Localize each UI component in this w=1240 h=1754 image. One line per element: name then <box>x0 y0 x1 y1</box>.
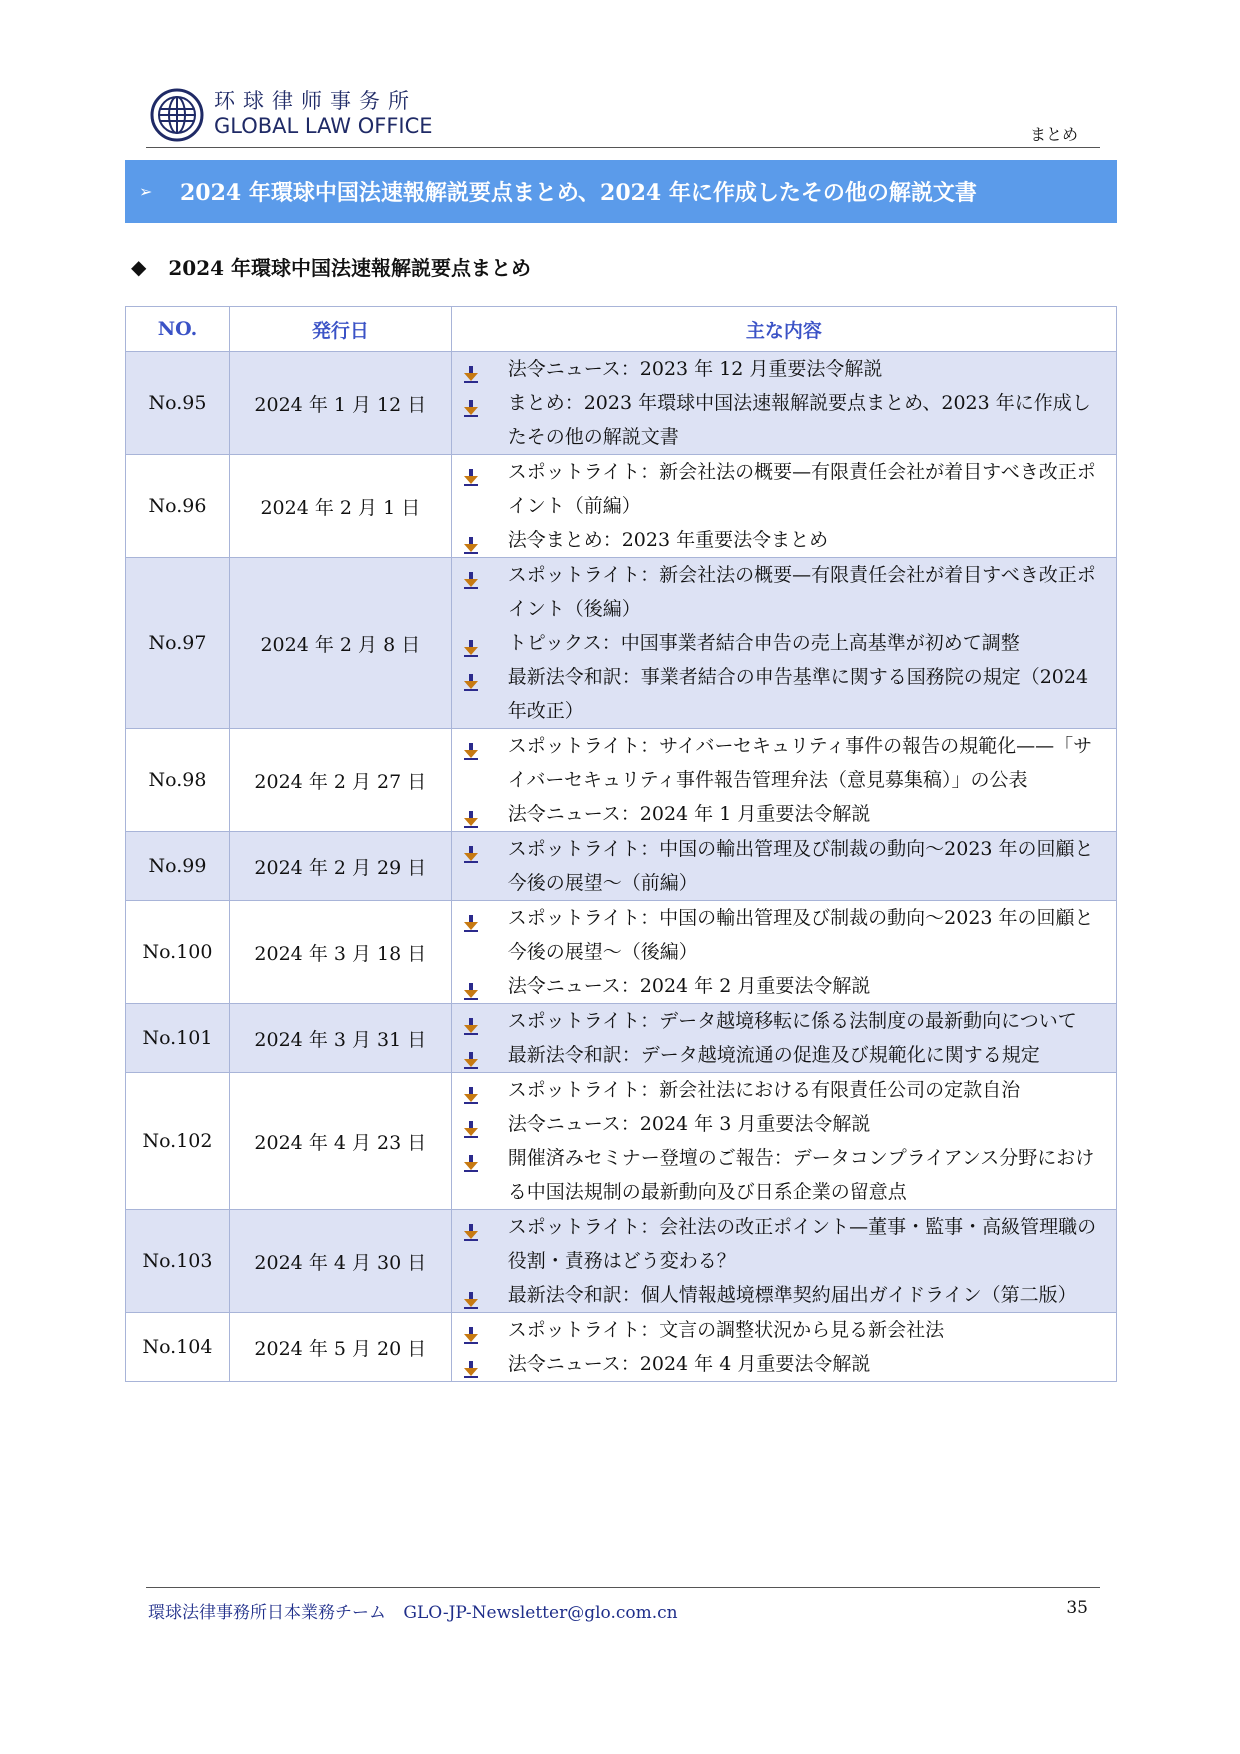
list-item-text: 法令ニュース：2024 年 3 月重要法令解説 <box>507 1113 871 1135</box>
issue-date: 2024 年 5 月 20 日 <box>229 1313 451 1382</box>
list-item <box>462 797 1108 831</box>
arrow-down-bullet-icon <box>462 1321 480 1339</box>
issue-contents <box>451 1073 1116 1210</box>
list-item <box>462 1278 1108 1312</box>
issue-contents <box>451 832 1116 901</box>
subsection-heading <box>131 252 531 281</box>
issue-date: 2024 年 2 月 8 日 <box>229 558 451 729</box>
list-item-text: スポットライト：文言の調整状況から見る新会社法 <box>507 1319 945 1341</box>
list-item <box>462 455 1108 523</box>
list-item <box>462 1107 1108 1141</box>
issue-number: No.99 <box>126 832 230 901</box>
contents-list <box>462 1004 1108 1072</box>
table-row <box>126 729 1117 832</box>
list-item-text: トピックス：中国事業者結合申告の売上高基準が初めて調整 <box>507 632 1020 654</box>
issue-number: No.97 <box>126 558 230 729</box>
issue-number: No.104 <box>126 1313 230 1382</box>
arrow-down-bullet-icon <box>462 1081 480 1099</box>
issue-contents <box>451 455 1116 558</box>
issue-contents <box>451 1210 1116 1313</box>
issue-contents <box>451 352 1116 455</box>
contents-list <box>462 1073 1108 1209</box>
issue-number: No.95 <box>126 352 230 455</box>
contents-list <box>462 729 1108 831</box>
table-row <box>126 1210 1117 1313</box>
list-item <box>462 386 1108 454</box>
list-item-text: 法令ニュース：2023 年 12 月重要法令解説 <box>507 358 883 380</box>
issue-number: No.98 <box>126 729 230 832</box>
list-item-text: 法令まとめ：2023 年重要法令まとめ <box>507 529 829 551</box>
contents-list <box>462 352 1108 454</box>
section-title-bar <box>125 160 1117 223</box>
arrow-down-bullet-icon <box>462 1115 480 1133</box>
table-body <box>126 352 1117 1382</box>
column-header-date: 発行日 <box>229 307 451 352</box>
list-item-text: スポットライト：サイバーセキュリティ事件の報告の規範化——「サイバーセキュリティ事件報告管理弁法（意見募集稿）」の公表 <box>507 735 1093 791</box>
arrow-down-bullet-icon <box>462 1012 480 1030</box>
newsletter-summary-table <box>125 306 1117 1382</box>
issue-contents <box>451 901 1116 1004</box>
list-item <box>462 523 1108 557</box>
list-item-text: スポットライト：会社法の改正ポイント—董事・監事・高級管理職の役割・責務はどう変わる？ <box>507 1216 1097 1272</box>
list-item-text: 開催済みセミナー登壇のご報告：データコンプライアンス分野における中国法規制の最新動向及び日系企業の留意点 <box>507 1147 1095 1203</box>
issue-number: No.102 <box>126 1073 230 1210</box>
footer-team: 環球法律事務所日本業務チーム <box>148 1603 386 1623</box>
table-row <box>126 352 1117 455</box>
arrow-down-bullet-icon <box>462 737 480 755</box>
list-item <box>462 1004 1108 1038</box>
arrow-down-bullet-icon <box>462 634 480 652</box>
globe-logo-icon <box>150 88 204 142</box>
issue-date: 2024 年 2 月 1 日 <box>229 455 451 558</box>
list-item <box>462 1313 1108 1347</box>
list-item <box>462 1038 1108 1072</box>
issue-number: No.101 <box>126 1004 230 1073</box>
section-title: 2024 年環球中国法速報解説要点まとめ、2024 年に作成したその他の解説文書 <box>180 180 977 206</box>
column-header-no: NO. <box>126 307 230 352</box>
issue-date: 2024 年 1 月 12 日 <box>229 352 451 455</box>
firm-name-chinese: 环球律师事务所 <box>214 89 417 113</box>
arrow-down-bullet-icon <box>462 1046 480 1064</box>
issue-number: No.100 <box>126 901 230 1004</box>
list-item-text: まとめ：2023 年環球中国法速報解説要点まとめ、2023 年に作成したその他の解説文書 <box>507 392 1091 448</box>
page-number: 35 <box>1066 1598 1088 1618</box>
arrow-down-bullet-icon <box>462 1149 480 1167</box>
list-item <box>462 1073 1108 1107</box>
arrow-down-bullet-icon <box>462 805 480 823</box>
list-item <box>462 1210 1108 1278</box>
issue-contents <box>451 1004 1116 1073</box>
list-item-text: 法令ニュース：2024 年 2 月重要法令解説 <box>507 975 871 997</box>
list-item <box>462 1141 1108 1209</box>
footer-email[interactable]: GLO-JP-Newsletter@glo.com.cn <box>403 1603 678 1623</box>
list-item <box>462 660 1108 728</box>
issue-number: No.96 <box>126 455 230 558</box>
list-item-text: 最新法令和訳：事業者結合の申告基準に関する国務院の規定（2024 年改正） <box>507 666 1089 722</box>
list-item-text: 法令ニュース：2024 年 1 月重要法令解説 <box>507 803 871 825</box>
arrow-down-bullet-icon <box>462 394 480 412</box>
subsection-title: 2024 年環球中国法速報解説要点まとめ <box>168 256 532 280</box>
issue-contents <box>451 729 1116 832</box>
column-header-content: 主な内容 <box>451 307 1116 352</box>
arrow-down-bullet-icon <box>462 909 480 927</box>
table-header-row <box>126 307 1117 352</box>
table-row <box>126 455 1117 558</box>
contents-list <box>462 901 1108 1003</box>
issue-contents <box>451 558 1116 729</box>
arrow-down-bullet-icon <box>462 531 480 549</box>
arrow-down-bullet-icon <box>462 1218 480 1236</box>
list-item <box>462 626 1108 660</box>
contents-list <box>462 1210 1108 1312</box>
arrow-down-bullet-icon <box>462 840 480 858</box>
table-row <box>126 832 1117 901</box>
firm-name-english: GLOBAL LAW OFFICE <box>214 114 433 138</box>
list-item-text: スポットライト：データ越境移転に係る法制度の最新動向について <box>507 1010 1077 1032</box>
page-footer <box>148 1598 1088 1624</box>
table-row <box>126 1073 1117 1210</box>
list-item-text: 最新法令和訳：個人情報越境標準契約届出ガイドライン（第二版） <box>507 1284 1077 1306</box>
issue-date: 2024 年 2 月 29 日 <box>229 832 451 901</box>
table-row <box>126 901 1117 1004</box>
arrow-down-bullet-icon <box>462 463 480 481</box>
contents-list <box>462 558 1108 728</box>
contents-list <box>462 455 1108 557</box>
contents-list <box>462 832 1108 900</box>
list-item-text: スポットライト：新会社法の概要—有限責任会社が着目すべき改正ポイント（前編） <box>507 461 1096 517</box>
table-row <box>126 1004 1117 1073</box>
arrow-down-bullet-icon <box>462 1286 480 1304</box>
arrow-down-bullet-icon <box>462 360 480 378</box>
issue-date: 2024 年 3 月 31 日 <box>229 1004 451 1073</box>
issue-date: 2024 年 2 月 27 日 <box>229 729 451 832</box>
header-section-tag: まとめ <box>1029 125 1078 144</box>
issue-contents <box>451 1313 1116 1382</box>
list-item <box>462 558 1108 626</box>
arrow-down-bullet-icon <box>462 566 480 584</box>
table-row <box>126 558 1117 729</box>
header-divider <box>146 147 1100 148</box>
table-row <box>126 1313 1117 1382</box>
diamond-icon: ◆ <box>131 254 147 279</box>
list-item <box>462 352 1108 386</box>
chevron-right-icon: ➢ <box>139 182 153 201</box>
arrow-down-bullet-icon <box>462 1355 480 1373</box>
issue-date: 2024 年 3 月 18 日 <box>229 901 451 1004</box>
list-item-text: スポットライト：中国の輸出管理及び制裁の動向～2023 年の回顧と今後の展望～（前編） <box>507 838 1094 894</box>
list-item <box>462 901 1108 969</box>
issue-date: 2024 年 4 月 30 日 <box>229 1210 451 1313</box>
arrow-down-bullet-icon <box>462 977 480 995</box>
list-item-text: 最新法令和訳：データ越境流通の促進及び規範化に関する規定 <box>507 1044 1040 1066</box>
list-item-text: スポットライト：新会社法における有限責任公司の定款自治 <box>507 1079 1021 1101</box>
list-item-text: スポットライト：中国の輸出管理及び制裁の動向～2023 年の回顧と今後の展望～（後編） <box>507 907 1094 963</box>
list-item <box>462 729 1108 797</box>
list-item-text: スポットライト：新会社法の概要—有限責任会社が着目すべき改正ポイント（後編） <box>507 564 1096 620</box>
list-item <box>462 1347 1108 1381</box>
contents-list <box>462 1313 1108 1381</box>
issue-number: No.103 <box>126 1210 230 1313</box>
footer-divider <box>146 1587 1100 1588</box>
arrow-down-bullet-icon <box>462 668 480 686</box>
list-item <box>462 969 1108 1003</box>
issue-date: 2024 年 4 月 23 日 <box>229 1073 451 1210</box>
page-header <box>146 82 1100 148</box>
list-item-text: 法令ニュース：2024 年 4 月重要法令解説 <box>507 1353 871 1375</box>
list-item <box>462 832 1108 900</box>
